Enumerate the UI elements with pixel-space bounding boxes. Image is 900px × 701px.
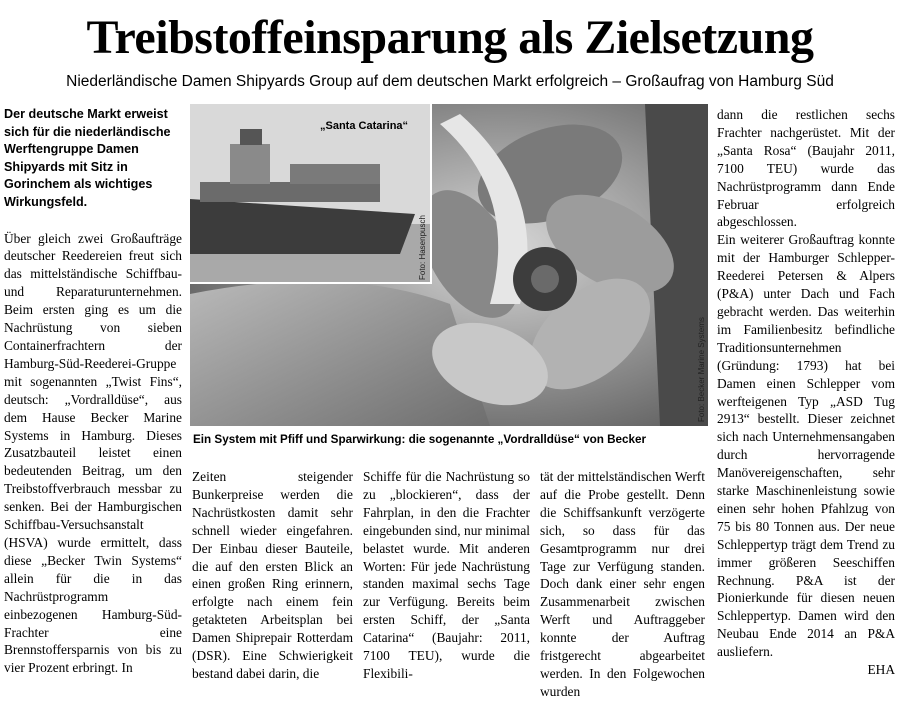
article-column-3 — [363, 468, 530, 683]
column-5-text-b: Ein weiterer Großauftrag konnte mit der Hamburger Schlepper-Reederei Petersen & Alpers (P&A) unter Dach und Fach gebracht werden. Das weiterhin im Familienbesitz befindliche Traditionsunternehmen (Gründung: 1793) hat bei Damen einen Schlepper vom werfteigenen Typ „ASD Tug 2913“ bestellt. Dieser zeichnet sich nach Unternehmensangaben durch hervorragende Manövereigenschaften, sehr starke Maschinenleistung sowie einen sehr hohen Pfahlzug von 75 bis 80 Tonnen aus. Der neue Schleppertyp trägt dem Trend zu immer größeren Seeschiffen Rechnung. P&A ist der Pionierkunde für diesen neuen Schleppertyp. Damen wird den Neubau Ende 2014 an P&A ausliefern. — [717, 232, 895, 660]
column-2-text: Zeiten steigender Bunkerpreise werden die Nachrüstkosten damit sehr schnell wieder eingefahren. Der Einbau dieser Bauteile, die auf den ersten Blick an einen großen Ring erinnern, erfolgte nach einem fein getakteten Arbeitsplan bei Damen Shiprepair Rotterdam (DSR). Eine Schwierigkeit bestand dabei darin, die — [192, 469, 353, 681]
propeller-photo — [190, 104, 708, 426]
column-5-text-a: dann die restlichen sechs Frachter nachgerüstet. Mit der „Santa Rosa“ (Baujahr 2011, 7100 TEU) wurde das Nachrüstprogramm dann Ende Februar erfolgreich abgeschlossen. — [717, 107, 895, 230]
article-column-1 — [4, 106, 182, 677]
photo-caption: Ein System mit Pfiff und Sparwirkung: die sogenannte „Vordralldüse“ von Becker — [193, 433, 647, 446]
column-1-text: Über gleich zwei Großaufträge deutscher Reedereien freut sich das mittelständische Schiffbau- und Reparaturunternehmen. Beim ersten ging es um die Nachrüstung von sieben Containerfrachtern der Hamburg-Süd-Reederei-Gruppe mit sogenannten „Twist Fins“, deutsch: „Vordralldüse“, aus dem Hause Becker Marine Systems in Hamburg. Dieses Zusatzbauteil leistet einen bedeutenden Beitrag, um den Treibstoffverbrauch messbar zu senken. Bei der Hamburgischen Schiffbau-Versuchsanstalt (HSVA) wurde ermittelt, dass diese „Becker Twin Systems“ allein für die in das Nachrüstprogramm einbezogenen Hamburg-Süd-Frachter eine Brennstoffersparnis von bis zu vier Prozent erbringt. In — [4, 230, 182, 676]
column-4-text: tät der mittelständischen Werft auf die Probe gestellt. Denn die Schiffsankunft verzögerte sich, so dass für das Gesamtprogramm nur drei Tage zur Verfügung standen. Doch dank einer sehr engen Zusammenarbeit zwischen Werft und Auftraggeber konnte der Auftrag fristgerecht abgearbeitet werden. In den Folgewochen wurden — [540, 469, 705, 699]
subheadline: Niederländische Damen Shipyards Group auf dem deutschen Markt erfolgreich – Großaufrag von Hamburg Süd — [66, 73, 834, 90]
article-column-2 — [192, 468, 353, 683]
headline: Treibstoffeinsparung als Zielsetzung — [86, 11, 814, 64]
author-signature: EHA — [867, 662, 895, 678]
photo-credit: Foto: Becker Marine Systems — [697, 317, 706, 422]
article-column-5 — [717, 106, 895, 679]
column-3-text: Schiffe für die Nachrüstung so zu „blockieren“, dass der Fahrplan, in den die Frachter eingebunden sind, nur minimal belastet wurde. Mit anderen Worten: Für jede Nachrüstung standen maximal sechs Tage zur Verfügung. Bereits beim ersten Schiff, der „Santa Catarina“ (Baujahr: 2011, 7100 TEU), wurde die Flexibili- — [363, 469, 530, 681]
ship-inset-photo — [190, 104, 432, 284]
inset-photo-credit: Foto: Hasenpusch — [418, 215, 427, 280]
article-column-4 — [540, 468, 705, 701]
inset-label: „Santa Catarina“ — [320, 120, 409, 132]
lead-paragraph: Der deutsche Markt erweist sich für die niederländische Werftengruppe Damen Shipyards mit Sitz in Gorinchem als wichtiges Wirkungsfeld. — [4, 107, 171, 209]
